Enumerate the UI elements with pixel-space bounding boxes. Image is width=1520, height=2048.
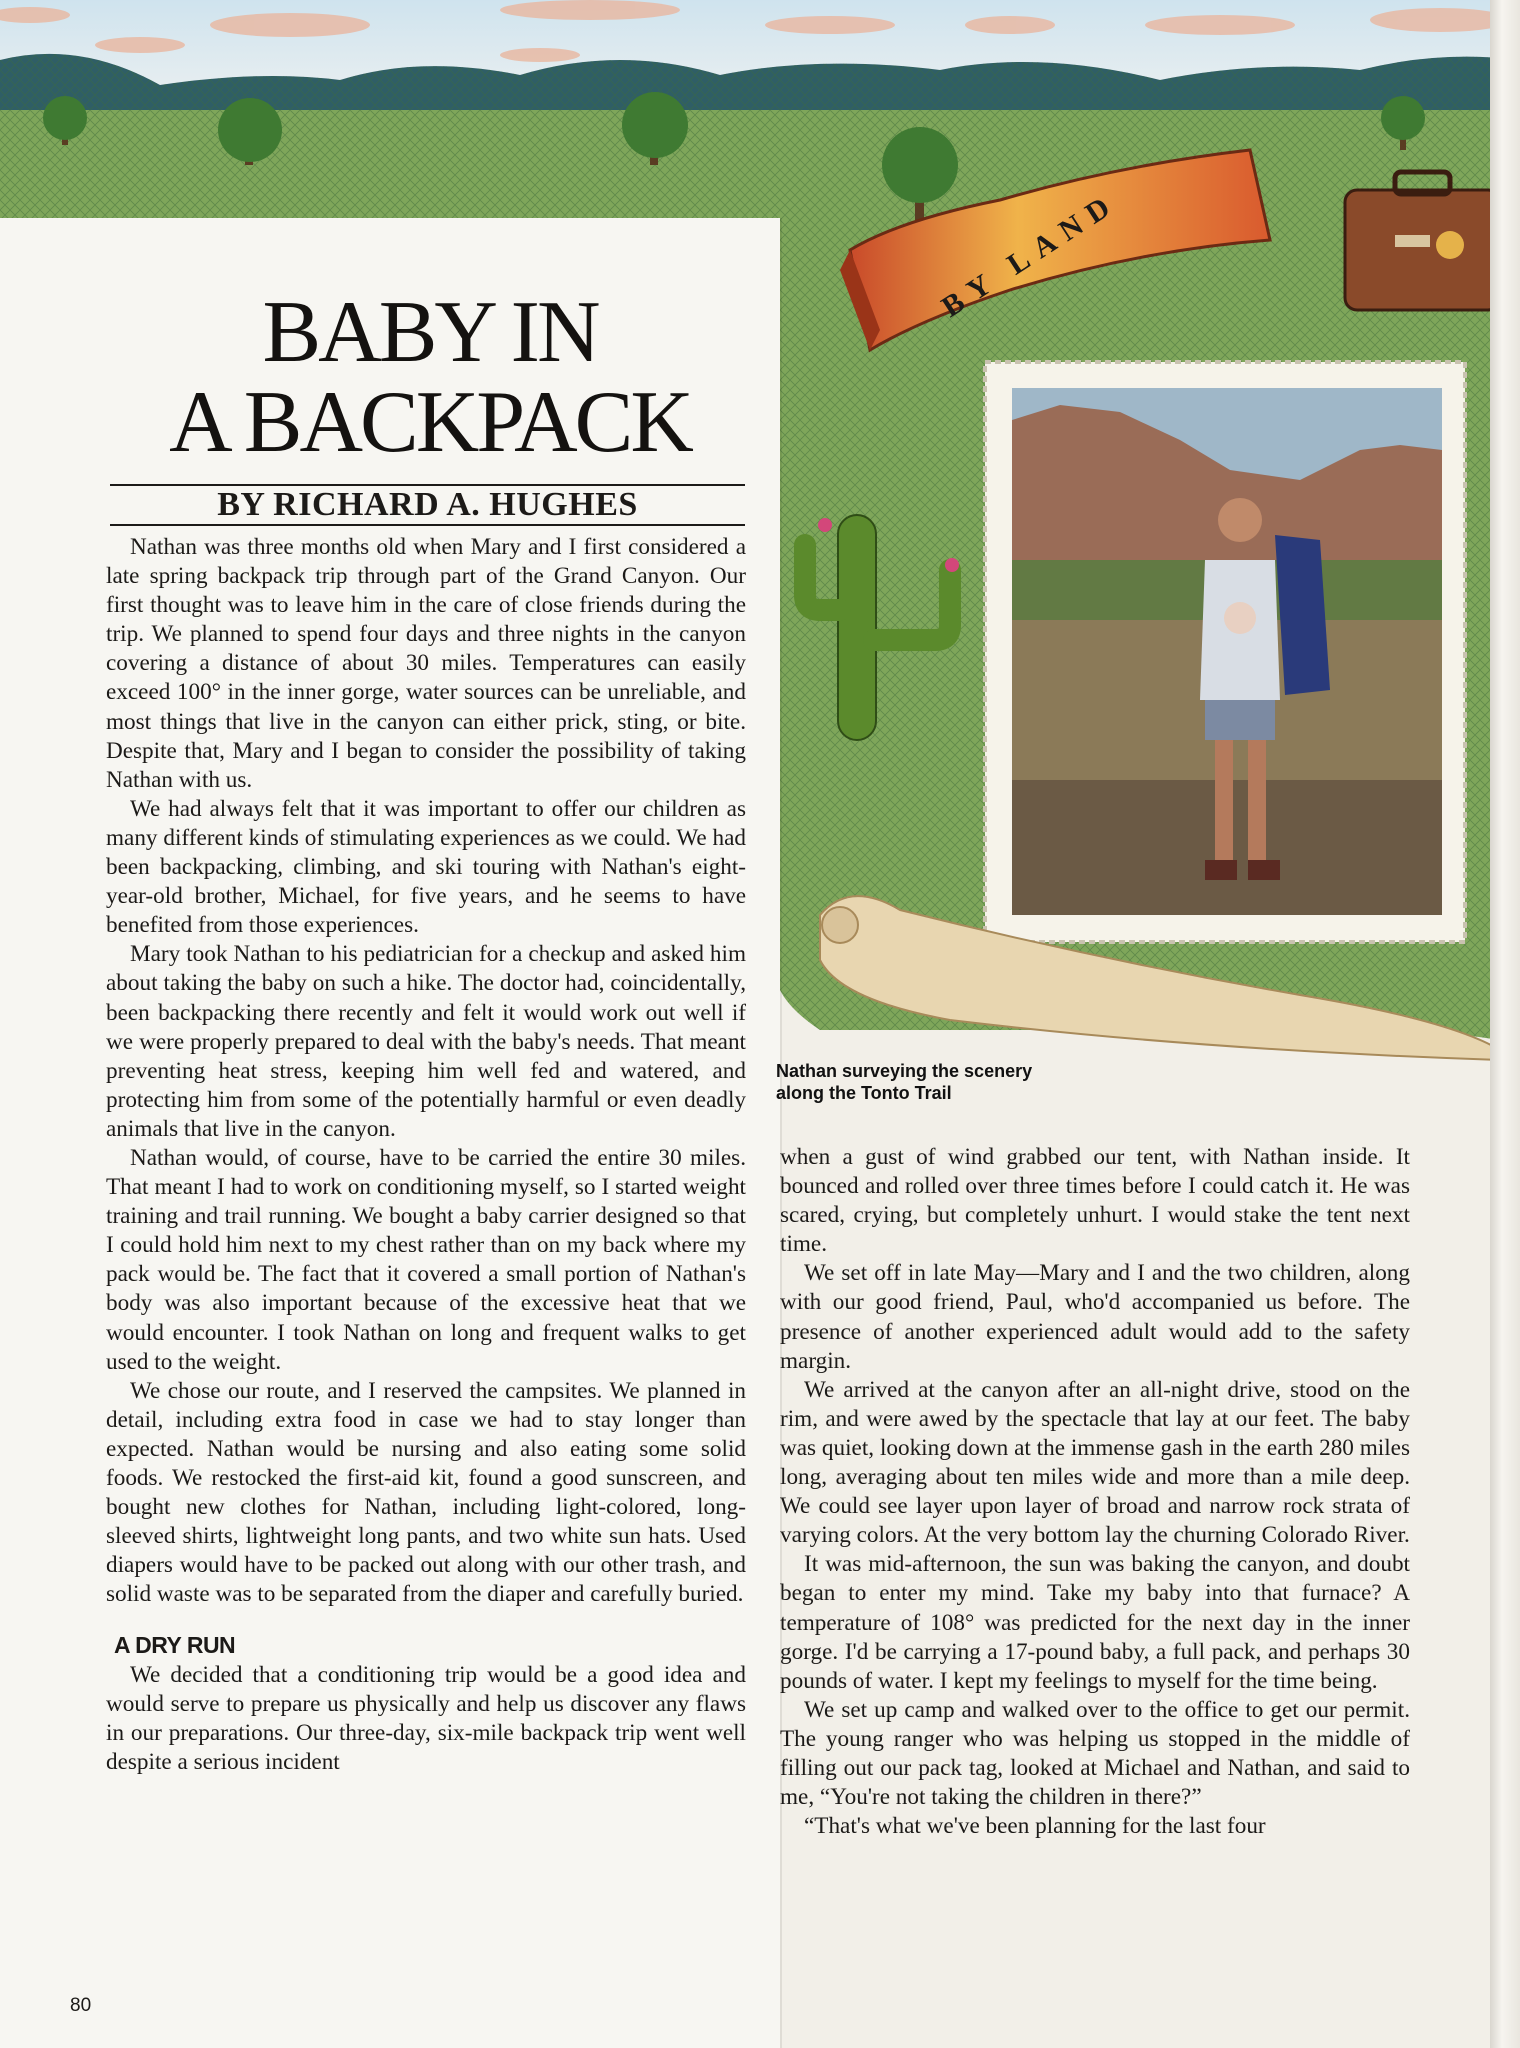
right-column: [780, 1143, 1410, 1841]
paragraph: “That's what we've been planning for the last four: [804, 1813, 1266, 1840]
byline: BY RICHARD A. HUGHES: [217, 486, 638, 523]
photo-frame: [985, 362, 1465, 942]
title-line-1: BABY IN: [262, 284, 598, 381]
subhead: A DRY RUN: [114, 1632, 236, 1659]
page-number: 80: [70, 1995, 92, 2016]
paragraph: Nathan was three months old when Mary and I first considered a late spring backpack trip through part of the Grand Canyon. Our first thought was to leave him in the care of close friends during the trip. We planned to spend four days and three nights in the canyon covering a distance of about 30 miles. Temperatures can easily exceed 100° in the inner gorge, water sources can be unreliable, and most things that live in the canyon can either prick, sting, or bite. Despite that, Mary and I began to consider the possibility of taking Nathan with us.: [106, 534, 746, 793]
paragraph: We arrived at the canyon after an all-night drive, stood on the rim, and were awed by the spectacle that lay at our feet. The baby was quiet, looking down at the immense gash in the earth 280 miles long, averaging about ten miles wide and more than a mile deep. We could see layer upon layer of broad and narrow rock strata of varying colors. At the very bottom lay the churning Colorado River.: [780, 1376, 1410, 1549]
paragraph: We decided that a conditioning trip would be a good idea and would serve to prepare us physically and help us discover any flaws in our preparations. Our three-day, six-mile backpack trip went well despite a serious incident: [106, 1661, 746, 1775]
paragraph: Nathan would, of course, have to be carried the entire 30 miles. That meant I had to work on conditioning myself, so I started weight training and trail running. We bought a baby carrier designed so that I could hold him next to my chest rather than on my back where my pack would be. The fact that it covered a small portion of Nathan's body was also important because of the excessive heat that we would encounter. I took Nathan on long and frequent walks to get used to the weight.: [106, 1144, 746, 1375]
photo-caption: Nathan surveying the scenery along the Tonto Trail: [776, 1061, 1033, 1103]
paragraph: Mary took Nathan to his pediatrician for a checkup and asked him about taking the baby on such a hike. The doctor had, coincidentally, been backpacking there recently and felt it would work out well if we were properly prepared to deal with the baby's needs. That meant preventing heat stress, keeping him well fed and watered, and protecting him from some of the potentially harmful or even deadly animals that live in the canyon.: [106, 941, 746, 1142]
left-column: [106, 533, 746, 1777]
paragraph: It was mid-afternoon, the sun was baking the canyon, and doubt began to enter my mind. Take my baby into that furnace? A temperature of 108° was predicted for the next day in the inner gorge. I'd be carrying a 17-pound baby, a full pack, and perhaps 30 pounds of water. I kept my feelings to myself for the time being.: [780, 1551, 1410, 1694]
paragraph: We set up camp and walked over to the office to get our permit. The young ranger who was helping us stopped in the middle of filling out our pack tag, looked at Michael and Nathan, and said to me, “You're not taking the children in there?”: [780, 1696, 1410, 1811]
banner-text: BY LAND: [935, 185, 1125, 324]
paragraph: We chose our route, and I reserved the campsites. We planned in detail, including extra food in case we had to stay longer than expected. Nathan would be nursing and also eating some solid foods. We restocked the first-aid kit, found a good sunscreen, and bought new clothes for Nathan, including light-colored, long-sleeved shirts, lightweight long pants, and two white sun hats. Used diapers would have to be packed out along with our other trash, and solid waste was to be separated from the diaper and carefully buried.: [106, 1377, 746, 1608]
title-line-2: A BACKPACK: [169, 374, 691, 471]
banner-text-layer: [0, 0, 1520, 400]
byline-rule-bottom: [110, 524, 745, 526]
paragraph: We had always felt that it was important to offer our children as many different kinds of stimulating experiences as we could. We had been backpacking, climbing, and ski touring with Nathan's eight-year-old brother, Michael, for five years, and he seems to have benefited from those experiences.: [106, 795, 746, 939]
paragraph: We set off in late May—Mary and I and the two children, along with our good friend, Paul, who'd accompanied us before. The presence of another experienced adult would add to the safety margin.: [780, 1260, 1410, 1374]
paragraph-continuation: when a gust of wind grabbed our tent, with Nathan inside. It bounced and rolled over three times before I could catch it. He was scared, crying, but completely unhurt. I would stake the tent next time.: [780, 1144, 1410, 1258]
